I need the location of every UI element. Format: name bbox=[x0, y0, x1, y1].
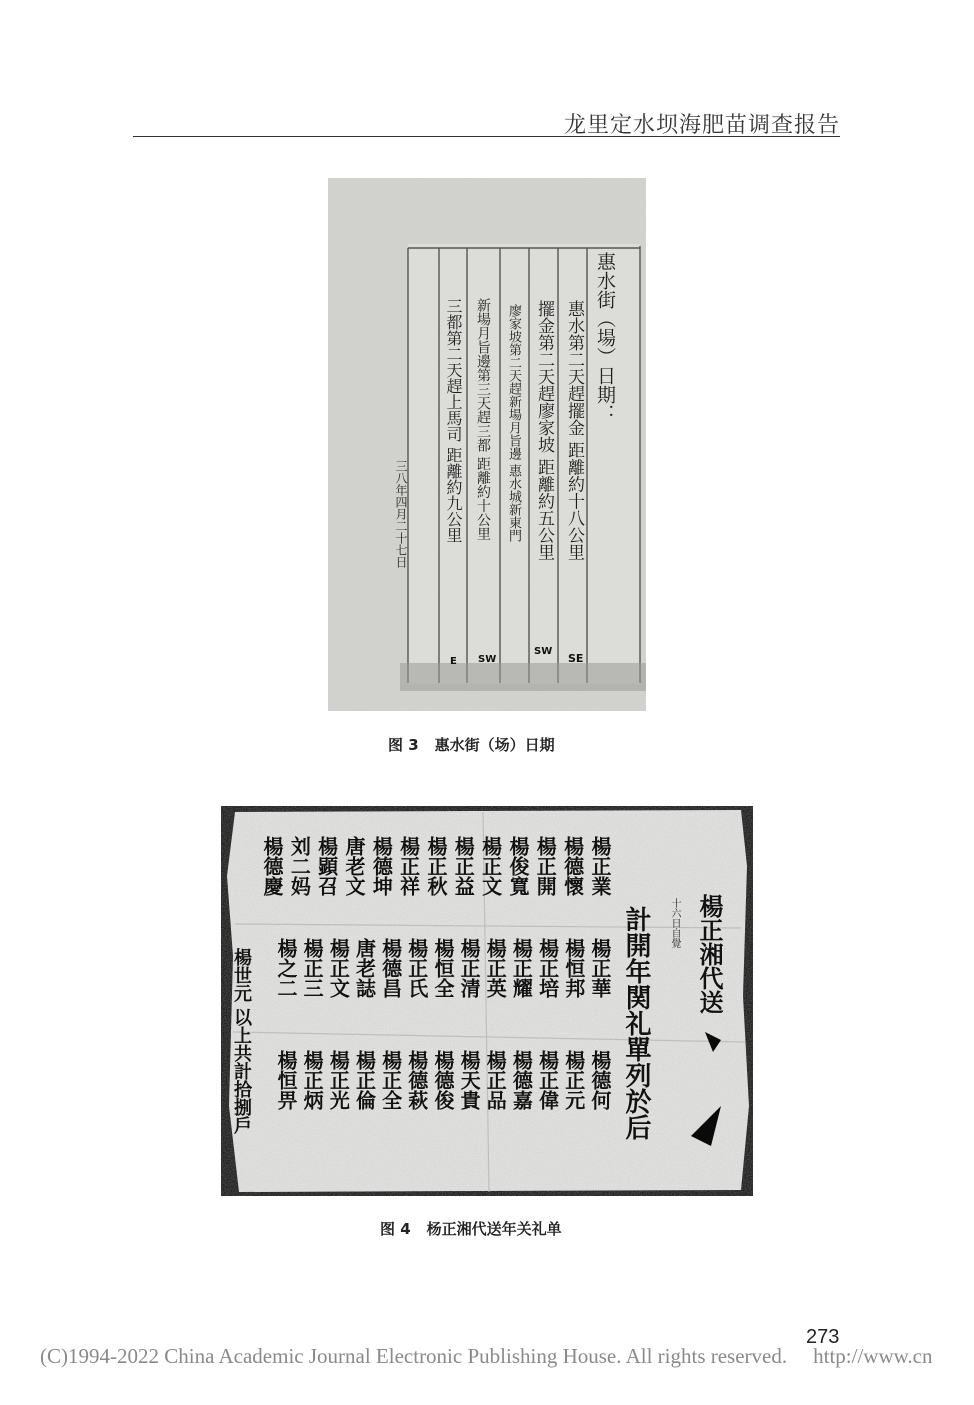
copyright-notice bbox=[40, 1344, 933, 1369]
fig4-name: 楊正光 bbox=[326, 1050, 351, 1110]
figure-4-number: 图 4 bbox=[380, 1220, 411, 1238]
fig4-name: 楊恒邦 bbox=[561, 938, 586, 998]
fig4-name: 楊正炳 bbox=[300, 1050, 325, 1110]
fig4-name: 楊正祥 bbox=[396, 836, 421, 896]
fig3-mark-se: SE bbox=[568, 652, 584, 665]
page-number: 273 bbox=[806, 1326, 840, 1348]
fig4-name: 楊正文 bbox=[326, 938, 351, 998]
running-header: 龙里定水坝海肥苗调查报告 bbox=[563, 113, 840, 138]
fig4-name: 唐老文 bbox=[341, 836, 366, 896]
fig4-name: 楊正氏 bbox=[404, 938, 429, 998]
fig4-name: 楊德昌 bbox=[378, 938, 403, 998]
copyright-url: http://www.cn bbox=[813, 1344, 933, 1368]
fig4-name: 楊正業 bbox=[587, 836, 612, 896]
fig4-name: 楊正耀 bbox=[509, 938, 534, 998]
copyright-text: (C)1994-2022 China Academic Journal Electronic Publishing House. All rights reserved. bbox=[40, 1344, 788, 1368]
fig3-mark-e: E bbox=[450, 656, 457, 667]
fig4-name: 楊正華 bbox=[587, 938, 612, 998]
fig3-column-1: 惠水第二天趕擺金 距離約十八公里 bbox=[564, 300, 584, 561]
fig4-corner-note: 十六日自覺 bbox=[669, 898, 680, 948]
fig4-name: 楊恒全 bbox=[430, 938, 455, 998]
fig4-name: 楊天貴 bbox=[457, 1050, 482, 1110]
fig4-name: 楊之二 bbox=[274, 938, 298, 998]
fig4-name: 楊正培 bbox=[535, 938, 560, 998]
fig4-name: 楊正三 bbox=[300, 938, 325, 998]
fig4-name: 楊德萩 bbox=[404, 1050, 429, 1110]
fig3-date: 三八年四月二十七日 bbox=[394, 460, 408, 568]
figure-4-caption bbox=[380, 1218, 562, 1239]
fig4-name: 楊德懷 bbox=[560, 836, 585, 896]
fig4-name: 楊正開 bbox=[533, 836, 558, 896]
fig3-column-3: 廖家坡第二天趕新場月旨邊 惠水城新東門 bbox=[506, 304, 521, 543]
figure-3-caption-text: 惠水街（场）日期 bbox=[434, 736, 555, 754]
figure-4-caption-text: 杨正湘代送年关礼单 bbox=[426, 1220, 562, 1238]
figure-3-number: 图 3 bbox=[388, 736, 419, 754]
fig4-name: 楊正元 bbox=[561, 1050, 586, 1110]
fig3-title: 惠水街（場）日期： bbox=[594, 252, 616, 423]
fig4-name: 楊德俊 bbox=[430, 1050, 455, 1110]
fig4-name: 唐老誌 bbox=[352, 938, 377, 998]
fig4-name: 楊德何 bbox=[587, 1050, 612, 1110]
fig3-column-4: 新場月旨邊第三天趕三都 距離約十公里 bbox=[475, 298, 491, 541]
fig4-name: 楊德慶 bbox=[260, 836, 284, 896]
fig4-name: 楊德坤 bbox=[369, 836, 394, 896]
fig4-name: 楊恒畀 bbox=[274, 1050, 298, 1110]
figure-4-image bbox=[221, 806, 753, 1196]
fig4-name-row-3 bbox=[275, 1050, 611, 1160]
fig4-name: 楊正倫 bbox=[352, 1050, 377, 1110]
fig4-name-row-2 bbox=[275, 938, 611, 1038]
fig4-name: 楊正清 bbox=[457, 938, 482, 998]
fig4-name: 楊正品 bbox=[483, 1050, 508, 1110]
fig4-name: 楊正文 bbox=[478, 836, 503, 896]
fig4-right-title: 楊正湘代送 bbox=[695, 894, 724, 1014]
fig4-name: 楊正全 bbox=[378, 1050, 403, 1110]
fig4-name: 刘二妈 bbox=[287, 836, 312, 896]
fig4-name: 楊正秋 bbox=[423, 836, 448, 896]
fig4-right-subtitle: 計開年関礼單列於后 bbox=[621, 906, 651, 1140]
fig3-column-5: 三都第二天趕上馬司 距離約九公里 bbox=[444, 298, 463, 544]
fig4-left-note: 楊世元 以上共計拾捌戶 bbox=[231, 948, 252, 1135]
fig4-name: 楊德嘉 bbox=[509, 1050, 534, 1110]
fig4-name: 楊正英 bbox=[483, 938, 508, 998]
fig4-name: 楊俊寬 bbox=[505, 836, 530, 896]
figure-3-image bbox=[328, 178, 646, 711]
fig4-name: 楊顕召 bbox=[314, 836, 339, 896]
fig3-mark-sw-2: SW bbox=[478, 654, 497, 665]
fig3-mark-sw-1: SW bbox=[534, 646, 553, 657]
fig3-column-2: 擺金第二天趕廖家坡 距離約五公里 bbox=[534, 300, 554, 561]
fig4-name-row-1 bbox=[261, 836, 611, 946]
fig4-name: 楊正益 bbox=[451, 836, 476, 896]
figure-3-caption bbox=[388, 734, 555, 755]
header-rule bbox=[133, 136, 840, 137]
fig4-name: 楊正偉 bbox=[535, 1050, 560, 1110]
